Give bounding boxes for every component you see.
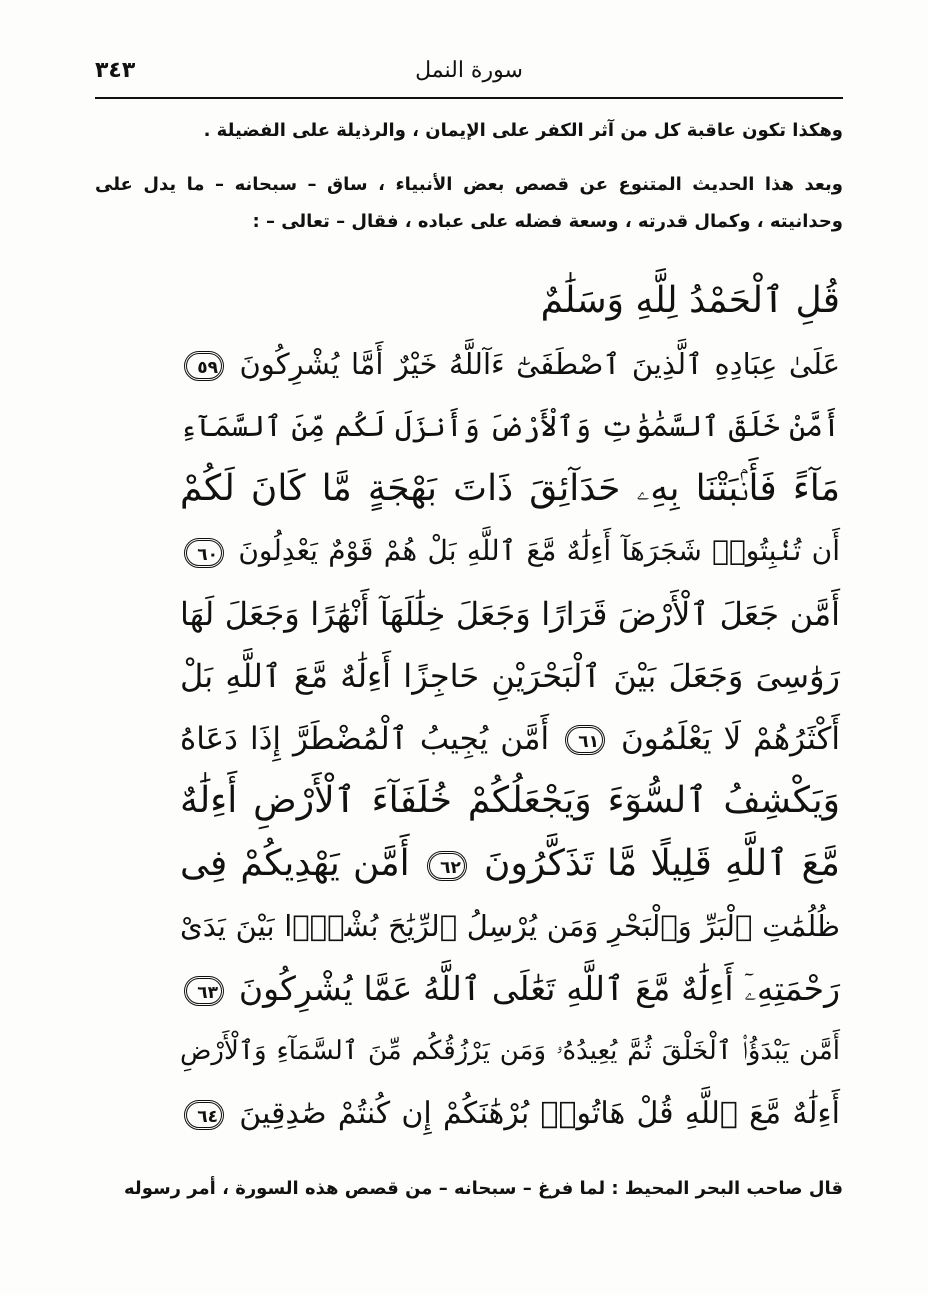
ayah-number-marker: ٦٢ — [427, 851, 467, 881]
verse-text: أَمَّن يُجِيبُ ٱلْمُضْطَرَّ إِذَا دَعَاهُ — [180, 720, 550, 757]
verse-text: ظُلُمَٰتِ ٱلْبَرِّ وَٱلْبَحْرِ وَمَن يُرْسِلُ ٱلرِّيَٰحَ بُشْرًۢا بَيْنَ يَدَىْ — [180, 909, 840, 943]
verse-text: أَمَّن يَهْدِيكُمْ فِى — [180, 842, 410, 884]
quran-line — [180, 1020, 840, 1083]
footer-note: قال صاحب البحر المحيط : لما فرغ – سبحانه – من قصص هذه السورة ، أمر رسوله — [124, 1178, 843, 1199]
intro-paragraph: وهكذا تكون عاقبة كل من آثر الكفر على الإيمان ، والرذيلة على الفضيلة . — [203, 120, 843, 141]
quran-line — [180, 520, 840, 583]
verse-text: رَحْمَتِهِۦٓ أَءِلَٰهٌ مَّعَ ٱللَّهِ تَعَٰلَى ٱللَّهُ عَمَّا يُشْرِكُونَ — [238, 968, 840, 1008]
ayah-number-marker: ٦٣ — [184, 976, 224, 1006]
verse-text: مَآءً فَأَنۢبَتْنَا بِهِۦ حَدَآئِقَ ذَاتَ بَهْجَةٍ مَّا كَانَ لَكُمْ — [180, 467, 840, 509]
quran-line — [180, 895, 840, 958]
quran-line — [180, 958, 840, 1021]
ayah-number-marker: ٦٤ — [184, 1100, 224, 1130]
verse-text: أَءِلَٰهٌ مَّعَ ٱللَّهِ قُلْ هَاتُوا۟ بُرْهَٰنَكُمْ إِن كُنتُمْ صَٰدِقِينَ — [239, 1095, 840, 1131]
verse-text: عَلَىٰ عِبَادِهِ ٱلَّذِينَ ٱصْطَفَىٰٓ ءَآللَّهُ خَيْرٌ أَمَّا يُشْرِكُونَ — [239, 346, 841, 381]
quran-line — [180, 458, 840, 521]
verse-text: رَوَٰسِىَ وَجَعَلَ بَيْنَ ٱلْبَحْرَيْنِ حَاجِزًا أَءِلَٰهٌ مَّعَ ٱللَّهِ بَلْ — [180, 657, 840, 695]
quran-line — [180, 395, 840, 458]
verse-text: أَمَّن جَعَلَ ٱلْأَرْضَ قَرَارًا وَجَعَلَ خِلَٰلَهَآ أَنْهَٰرًا وَجَعَلَ لَهَا — [180, 594, 840, 633]
verse-text: أَكْثَرُهُمْ لَا يَعْلَمُونَ — [621, 720, 840, 757]
quran-line — [180, 770, 840, 833]
quran-line — [180, 333, 840, 396]
verse-text: أَمَّنْ خَلَقَ ٱلسَّمَٰوَٰتِ وَٱلْأَرْضَ وَأَنزَلَ لَكُم مِّنَ ٱلسَّمَآءِ — [180, 409, 840, 443]
quran-line — [180, 583, 840, 646]
verse-text: أَن تُنۢبِتُوا۟ شَجَرَهَآ أَءِلَٰهٌ مَّعَ ٱللَّهِ بَلْ هُمْ قَوْمٌ يَعْدِلُونَ — [238, 534, 840, 567]
quran-passage — [180, 270, 840, 1145]
verse-text: مَّعَ ٱللَّهِ قَلِيلًا مَّا تَذَكَّرُونَ — [484, 842, 840, 884]
quran-line — [180, 1083, 840, 1146]
quran-line — [180, 645, 840, 708]
verse-text: أَمَّن يَبْدَؤُا۟ ٱلْخَلْقَ ثُمَّ يُعِيدُهُۥ وَمَن يَرْزُقُكُم مِّنَ ٱلسَّمَآءِ وَٱلْأَرْضِ — [180, 1036, 840, 1066]
quran-line — [180, 833, 840, 896]
ayah-number-marker: ٦١ — [565, 725, 605, 755]
running-title: سورة النمل — [415, 58, 523, 83]
page-number: ٣٤٣ — [95, 58, 136, 83]
header-rule — [95, 97, 843, 99]
quran-line — [180, 270, 840, 333]
ayah-number-marker: ٥٩ — [184, 351, 224, 381]
quran-line — [180, 708, 840, 771]
ayah-number-marker: ٦٠ — [184, 538, 224, 568]
page-header — [95, 52, 843, 96]
verse-text: قُلِ ٱلْحَمْدُ لِلَّهِ وَسَلَٰمٌ — [540, 280, 840, 321]
transition-paragraph: وبعد هذا الحديث المتنوع عن قصص بعض الأنبياء ، ساق – سبحانه – ما يدل على وحدانيته ، وكمال قدرته ، وسعة فضله على عباده ، فقال – تعالى – : — [95, 174, 843, 232]
verse-text: وَيَكْشِفُ ٱلسُّوٓءَ وَيَجْعَلُكُمْ خُلَفَآءَ ٱلْأَرْضِ أَءِلَٰهٌ — [180, 780, 840, 821]
